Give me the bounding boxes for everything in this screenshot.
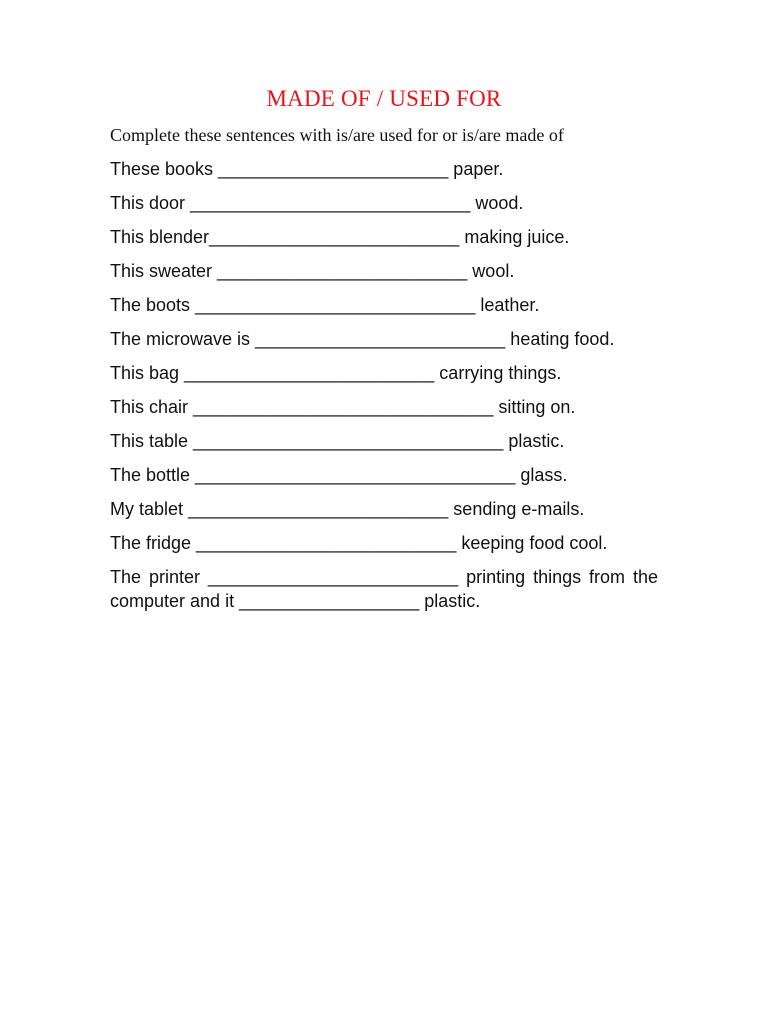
sentence-item: The printer _________________________ printing things from the computer and it __________________ plastic. [110,567,658,611]
worksheet-title: MADE OF / USED FOR [266,86,502,111]
sentence-item: These books _______________________ paper. [110,159,504,179]
sentence-list [110,157,658,623]
sentence-item: This door ____________________________ wood. [110,193,524,213]
sentence-item: This bag _________________________ carrying things. [110,363,562,383]
worksheet-instruction: Complete these sentences with is/are used for or is/are made of [110,125,564,145]
sentence-item: This table _______________________________ plastic. [110,431,565,451]
sentence-item: This sweater _________________________ wool. [110,261,515,281]
sentence-item: The fridge __________________________ keeping food cool. [110,533,608,553]
sentence-item: The bottle ________________________________ glass. [110,465,568,485]
sentence-item: The boots ____________________________ leather. [110,295,540,315]
sentence-item: The microwave is _________________________ heating food. [110,329,615,349]
sentence-item: This blender_________________________ making juice. [110,227,570,247]
sentence-item: My tablet __________________________ sending e-mails. [110,499,585,519]
sentence-item: This chair ______________________________ sitting on. [110,397,576,417]
